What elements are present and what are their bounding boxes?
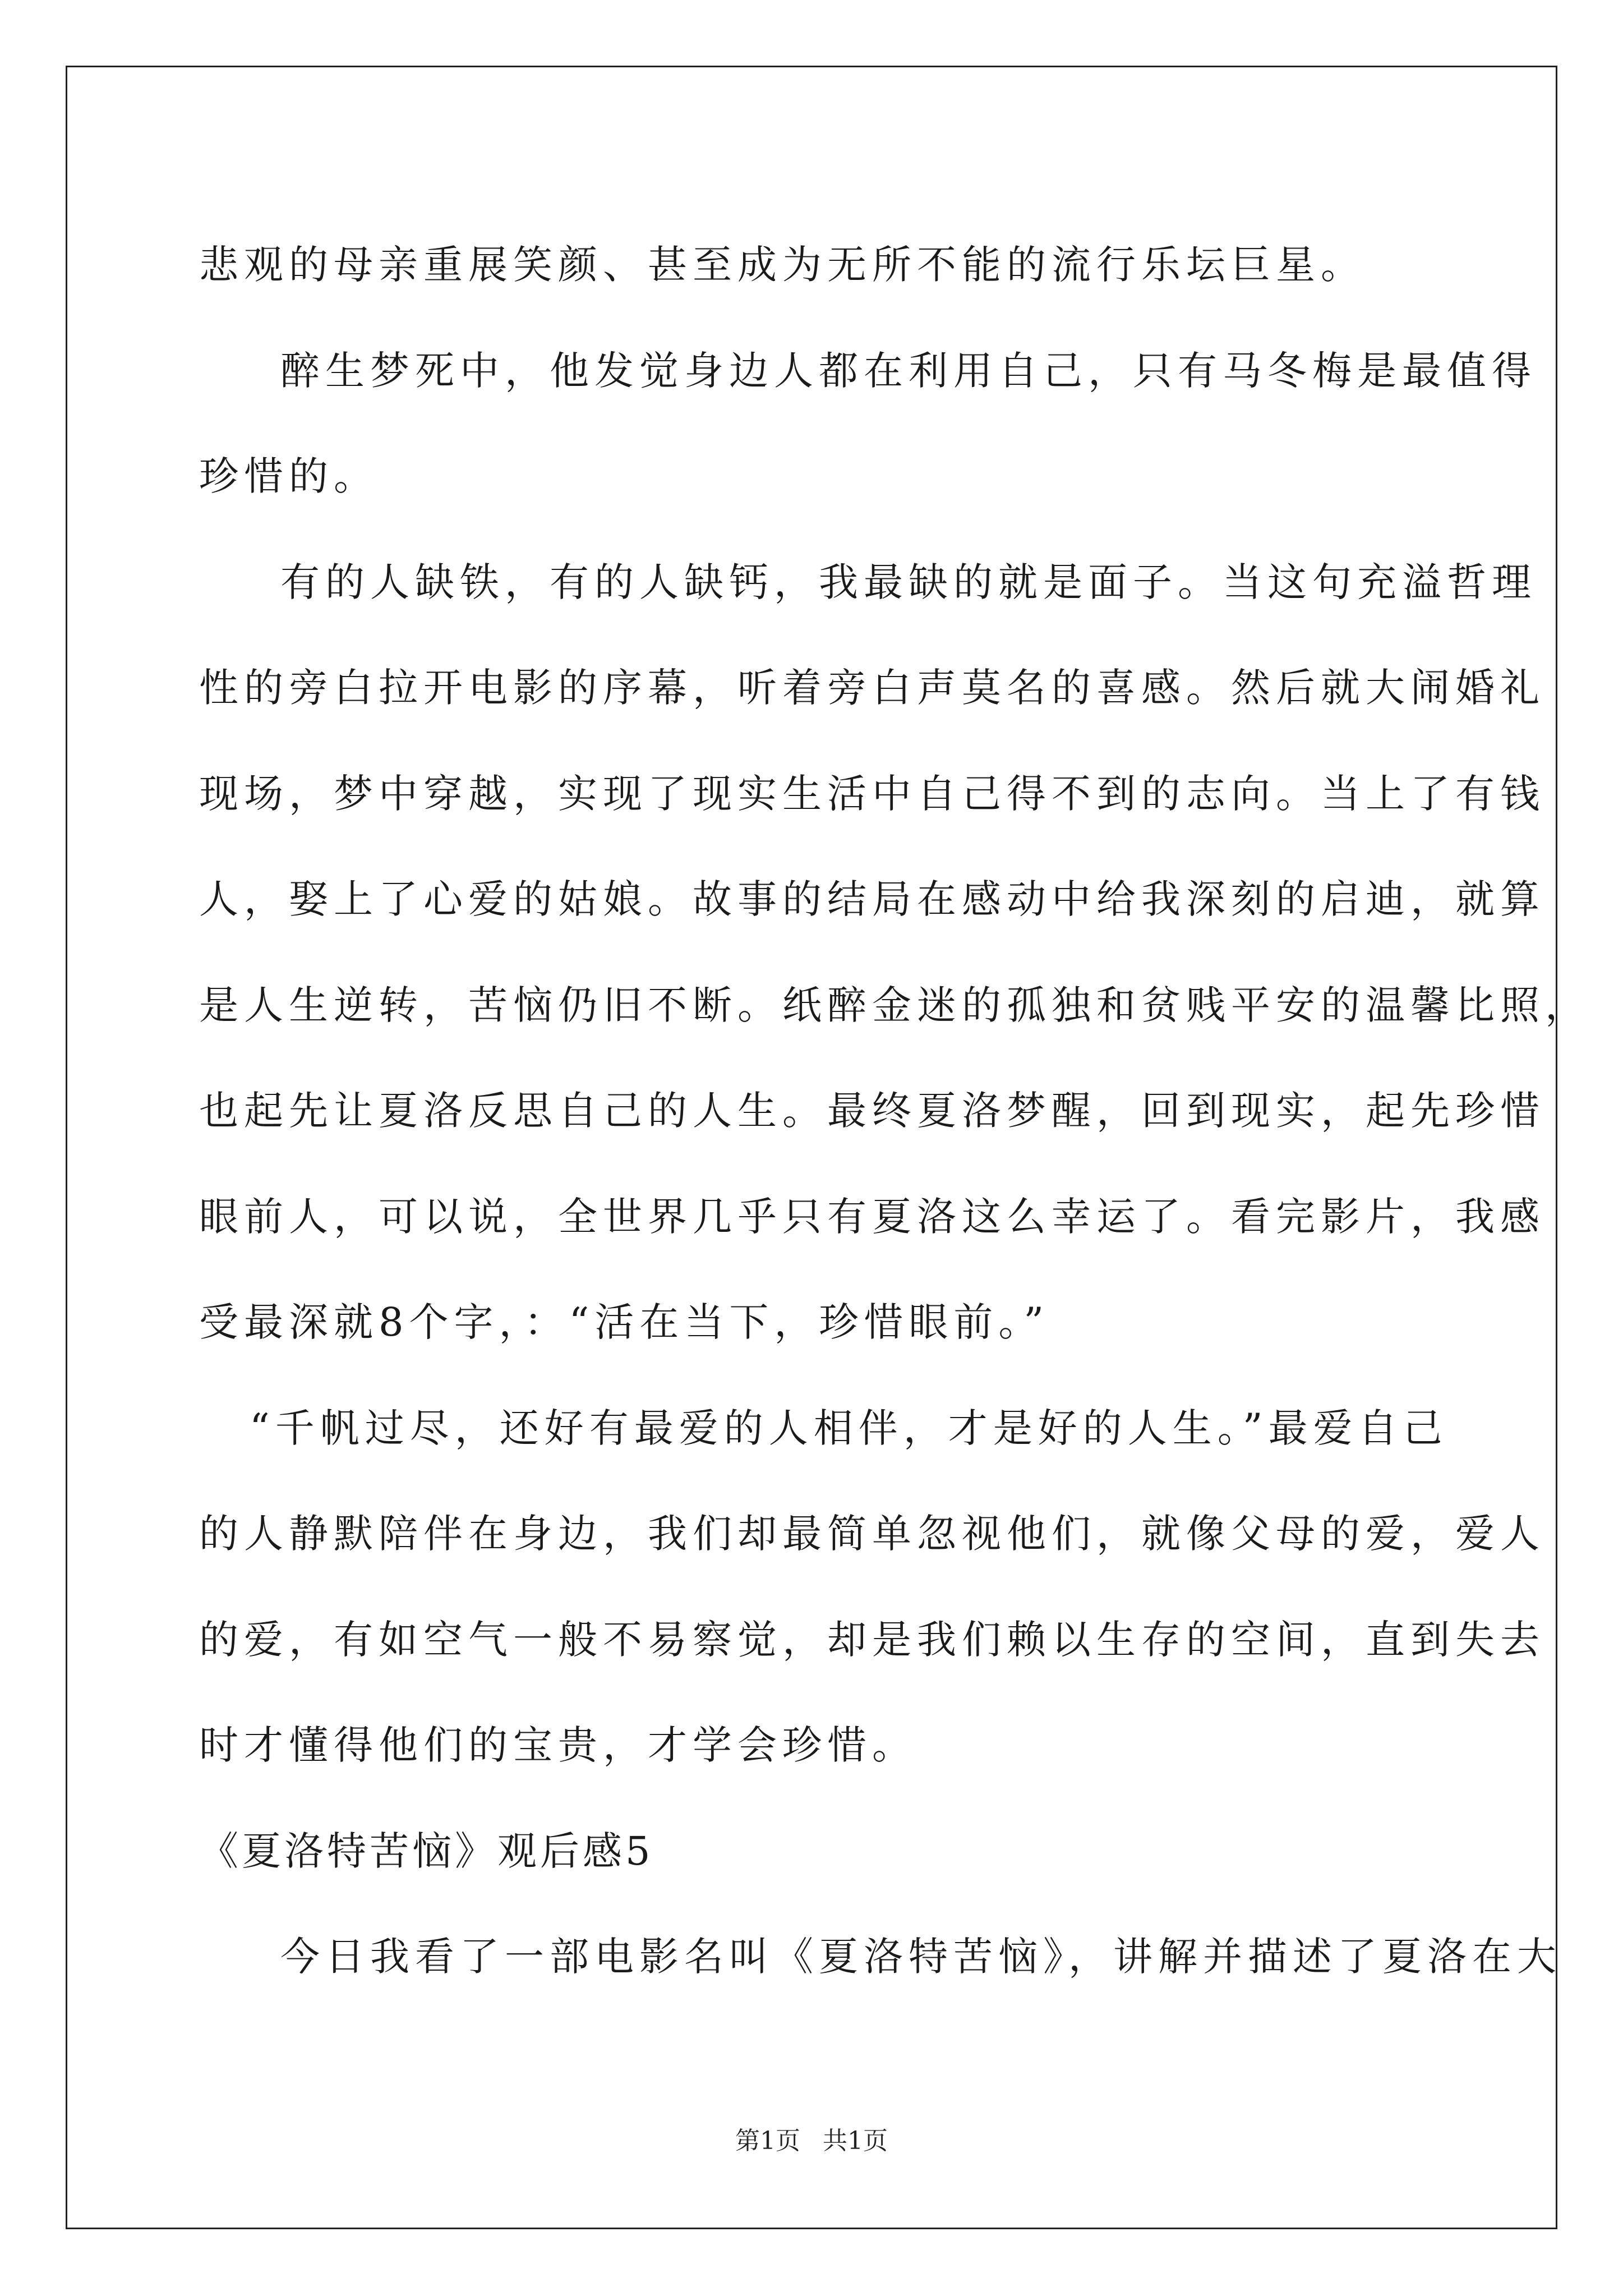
- text-line: 珍惜的。: [199, 453, 379, 499]
- paragraph-line: 有的人缺铁，有的人缺钙，我最缺的就是面子。当这句充溢哲理: [280, 559, 1537, 605]
- paragraph-line: “千帆过尽，还好有最爱的人相伴，才是好的人生。”最爱自己: [250, 1405, 1448, 1451]
- text-line: 的爱，有如空气一般不易察觉，却是我们赖以生存的空间，直到失去: [199, 1616, 1545, 1663]
- paragraph-line: 醉生梦死中，他发觉身边人都在利用自己，只有马冬梅是最值得: [280, 347, 1537, 394]
- text-line: 悲观的母亲重展笑颜、甚至成为无所不能的流行乐坛巨星。: [199, 242, 1366, 288]
- text-line: 也起先让夏洛反思自己的人生。最终夏洛梦醒，回到现实，起先珍惜: [199, 1088, 1545, 1134]
- text-line: 是人生逆转，苦恼仍旧不断。纸醉金迷的孤独和贫贱平安的温馨比照，: [199, 982, 1590, 1028]
- section-heading: 《夏洛特苦恼》观后感5: [199, 1828, 654, 1874]
- text-line: 的人静默陪伴在身边，我们却最简单忽视他们，就像父母的爱，爱人: [199, 1511, 1545, 1557]
- text-line: 眼前人，可以说，全世界几乎只有夏洛这么幸运了。看完影片，我感: [199, 1193, 1545, 1240]
- paragraph-line: 今日我看了一部电影名叫《夏洛特苦恼》，讲解并描述了夏洛在大: [280, 1934, 1562, 1980]
- text-line: 性的旁白拉开电影的序幕，听着旁白声莫名的喜感。然后就大闹婚礼: [199, 665, 1545, 711]
- text-line: 人，娶上了心爱的姑娘。故事的结局在感动中给我深刻的启迪，就算: [199, 876, 1545, 922]
- text-line: 时才懂得他们的宝贵，才学会珍惜。: [199, 1722, 917, 1768]
- text-line: 受最深就8个字，：“活在当下，珍惜眼前。”: [199, 1299, 1050, 1345]
- page-footer: [0, 2120, 1623, 2156]
- text-line: 现场，梦中穿越，实现了现实生活中自己得不到的志向。当上了有钱: [199, 770, 1545, 817]
- page-total: 共1页: [823, 2127, 888, 2155]
- page-number: 第1页: [735, 2127, 800, 2155]
- document-body: [199, 212, 1590, 2010]
